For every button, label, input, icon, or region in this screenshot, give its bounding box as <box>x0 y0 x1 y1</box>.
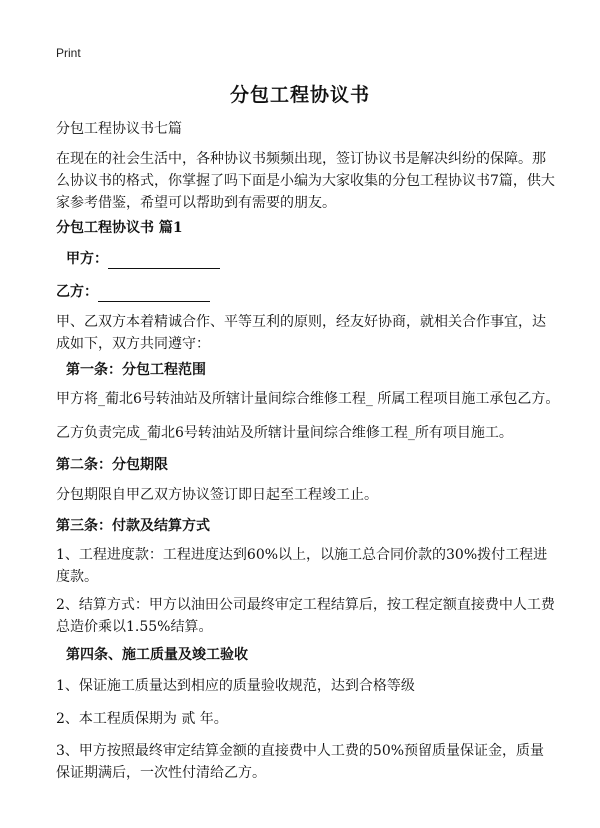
article1-paragraph-2: 乙方负责完成_葡北6号转油站及所辖计量间综合维修工程_所有项目施工。 <box>56 425 513 441</box>
article3-paragraph-2: 2、结算方式：甲方以油田公司最终审定工程结算后，按工程定额直接费中人工费总造价乘以1.55%结算。 <box>56 597 555 635</box>
article4-paragraph-2: 2、本工程质保期为 贰 年。 <box>56 711 228 727</box>
article2-heading: 第二条：分包期限 <box>56 457 168 473</box>
document-title: 分包工程协议书 <box>229 84 370 106</box>
party-b-signature-line <box>98 287 210 302</box>
article2-paragraph-1: 分包期限自甲乙双方协议签订即日起至工程竣工止。 <box>56 487 378 503</box>
article4-paragraph-3: 3、甲方按照最终审定结算金额的直接费中人工费的50%预留质量保证金，质量保证期满后，一次性付清给乙方。 <box>56 743 545 781</box>
party-b-label: 乙方： <box>56 284 98 300</box>
article4-paragraph-1: 1、保证施工质量达到相应的质量验收规范，达到合格等级 <box>56 678 415 694</box>
party-a-label: 甲方： <box>66 251 108 267</box>
agreement-intro: 甲、乙双方本着精诚合作、平等互利的原则，经友好协商，就相关合作事宜，达成如下，双方共同遵守： <box>56 314 546 352</box>
party-b-line <box>56 282 210 302</box>
article1-heading: 第一条：分包工程范围 <box>66 362 206 378</box>
article1-paragraph-1: 甲方将_葡北6号转油站及所辖计量间综合维修工程_ 所属工程项目施工承包乙方。 <box>56 391 560 407</box>
party-a-line <box>66 249 220 269</box>
article3-heading: 第三条：付款及结算方式 <box>56 518 210 534</box>
intro-paragraph: 在现在的社会生活中，各种协议书频频出现，签订协议书是解决纠纷的保障。那么协议书的格式，你掌握了吗下面是小编为大家收集的分包工程协议书7篇，供大家参考借鉴，希望可以帮助到有需要的朋友。 <box>56 151 555 211</box>
article4-heading: 第四条、施工质量及竣工验收 <box>66 647 248 663</box>
section-title: 分包工程协议书 篇1 <box>56 220 183 236</box>
article3-paragraph-1: 1、工程进度款：工程进度达到60%以上，以施工总合同价款的30%拨付工程进度款。 <box>56 547 548 585</box>
print-label[interactable]: Print <box>56 46 81 60</box>
party-a-signature-line <box>108 254 220 269</box>
document-subtitle: 分包工程协议书七篇 <box>56 121 182 137</box>
